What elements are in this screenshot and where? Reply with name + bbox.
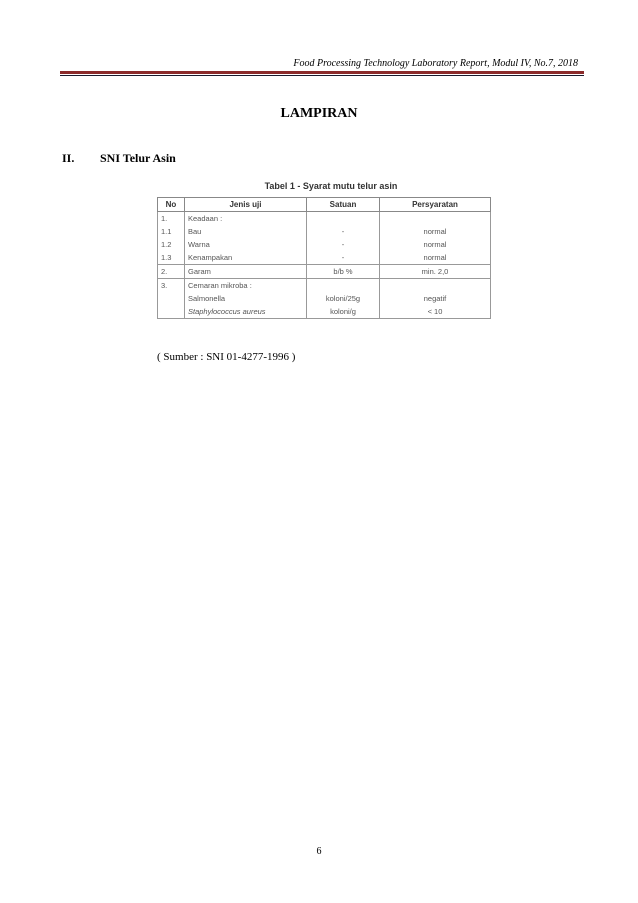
table-cell-no: 1.3 [158, 251, 185, 265]
table-cell-satuan [307, 279, 380, 293]
table-cell-no: 1.2 [158, 238, 185, 251]
column-header-no: No [158, 198, 185, 212]
sni-table-figure [157, 179, 491, 319]
table-cell-no: 1.1 [158, 225, 185, 238]
table-cell-satuan: b/b % [307, 265, 380, 279]
table-cell-persyaratan: negatif [380, 292, 491, 305]
table-cell-jenis-uji: Bau [185, 225, 307, 238]
table-cell-no: 3. [158, 279, 185, 293]
table-title: Tabel 1 - Syarat mutu telur asin [264, 181, 398, 191]
column-header-persyaratan: Persyaratan [380, 198, 491, 212]
page-number: 6 [316, 846, 322, 857]
table-row [158, 251, 491, 265]
table-source: ( Sumber : SNI 01-4277-1996 ) [157, 351, 296, 363]
table-cell-persyaratan: normal [380, 251, 491, 265]
section-title: SNI Telur Asin [100, 151, 176, 165]
table-cell-no: 2. [158, 265, 185, 279]
table-cell-satuan: - [307, 225, 380, 238]
section-heading [62, 151, 176, 166]
table-cell-persyaratan [380, 212, 491, 226]
table-cell-satuan: - [307, 251, 380, 265]
table-cell-satuan [307, 212, 380, 226]
table-row [158, 238, 491, 251]
running-header: Food Processing Technology Laboratory Report, Modul IV, No.7, 2018 [293, 58, 578, 69]
table-cell-persyaratan: < 10 [380, 305, 491, 319]
table-cell-jenis-uji: Cemaran mikroba : [185, 279, 307, 293]
table-cell-persyaratan: normal [380, 225, 491, 238]
table-cell-no: 1. [158, 212, 185, 226]
table-row [158, 292, 491, 305]
table-cell-jenis-uji: Salmonella [185, 292, 307, 305]
sni-table [157, 197, 491, 319]
table-body [158, 212, 491, 319]
header-rule-thin [60, 75, 584, 76]
table-cell-jenis-uji: Garam [185, 265, 307, 279]
table-cell-persyaratan: min. 2,0 [380, 265, 491, 279]
table-cell-jenis-uji: Staphylococcus aureus [185, 305, 307, 319]
table-cell-persyaratan [380, 279, 491, 293]
table-row [158, 212, 491, 226]
table-row [158, 225, 491, 238]
table-row [158, 265, 491, 279]
table-header-row [158, 198, 491, 212]
header-rule-thick [60, 71, 584, 74]
table-cell-no [158, 292, 185, 305]
table-cell-satuan: koloni/25g [307, 292, 380, 305]
section-number: II. [62, 151, 75, 165]
table-cell-satuan: koloni/g [307, 305, 380, 319]
table-cell-jenis-uji: Keadaan : [185, 212, 307, 226]
table-cell-jenis-uji: Kenampakan [185, 251, 307, 265]
table-cell-no [158, 305, 185, 319]
table-row [158, 305, 491, 319]
table-row [158, 279, 491, 293]
lampiran-heading: LAMPIRAN [280, 106, 358, 121]
table-cell-persyaratan: normal [380, 238, 491, 251]
table-cell-jenis-uji: Warna [185, 238, 307, 251]
column-header-satuan: Satuan [307, 198, 380, 212]
column-header-jenis-uji: Jenis uji [185, 198, 307, 212]
table-cell-satuan: - [307, 238, 380, 251]
